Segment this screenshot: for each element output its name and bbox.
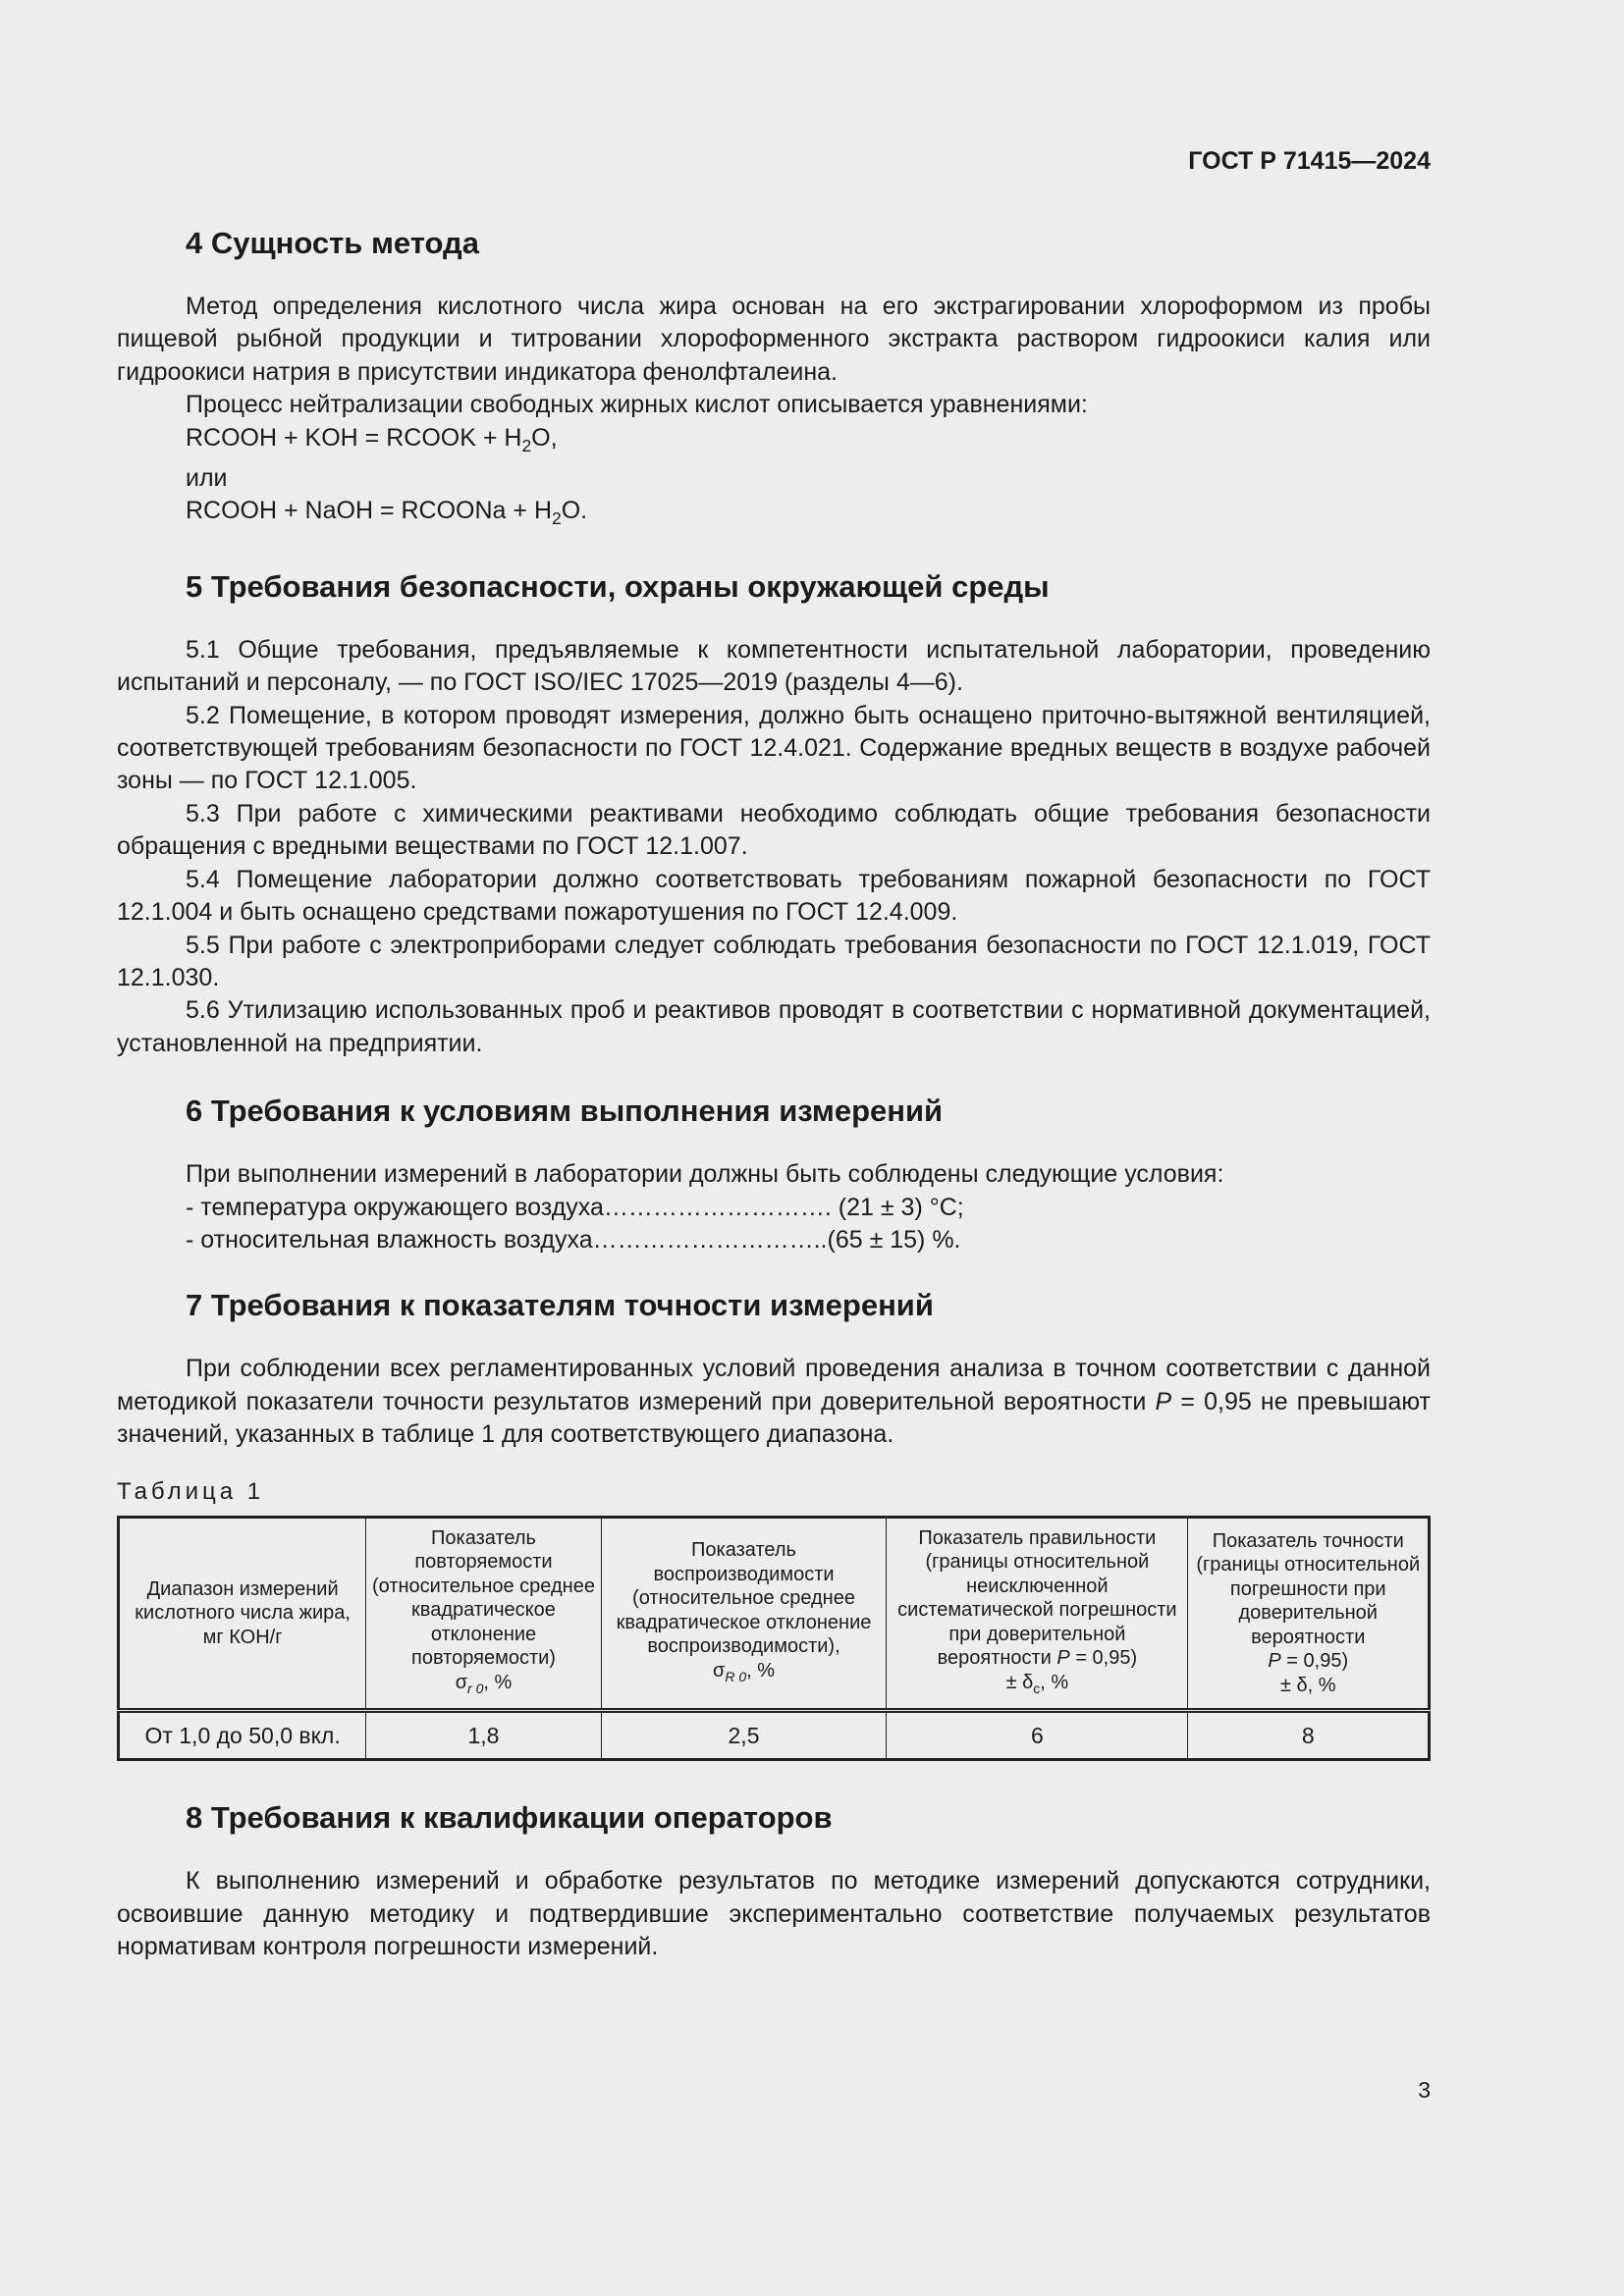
equation-connector: или [186, 464, 228, 493]
condition-temperature: - температура окружающего воздуха………………………. (21 ± 3) °С; [186, 1193, 964, 1221]
table-header-reproducibility: Показатель воспроизводимости (относительное среднее квадратическое отклонение воспроизводимости), $\sigma_{R 0}$, % [601, 1517, 887, 1711]
table-header-accuracy: Показатель точности (границы относительной погрешности при доверительной вероятности P = 0,95) ± δ, % [1188, 1517, 1430, 1711]
section-6-title: 6 Требования к условиям выполнения измерений [186, 1094, 944, 1129]
page-content [117, 222, 1431, 1964]
section-5-paragraph-1: 5.1 Общие требования, предъявляемые к компетентности испытательной лаборатории, проведению испытаний и персоналу, — по ГОСТ ISO/IEC 17025—2019 (разделы 4—6). [117, 635, 1431, 697]
cell-reproducibility: 2,5 [601, 1711, 887, 1760]
condition-humidity: - относительная влажность воздуха………………………..(65 ± 15) %. [186, 1225, 961, 1254]
table-header-repeatability: Показатель повторяемости (относительное среднее квадратическое отклонение повторяемости) $\sigma_{r 0}$, % [366, 1517, 602, 1711]
section-6-paragraph-1: При выполнении измерений в лаборатории должны быть соблюдены следующие условия: [186, 1160, 1224, 1189]
table-caption: Таблица 1 [117, 1477, 265, 1505]
table-row [119, 1711, 1430, 1760]
equation-2: RCOOH + NaOH = RCOONa + $H_2O$. [186, 497, 588, 529]
accuracy-table [117, 1516, 1431, 1762]
section-5-paragraph-4: 5.4 Помещение лаборатории должно соответствовать требованиям пожарной безопасности по ГОСТ 12.1.004 и быть оснащено средствами пожаротушения по ГОСТ 12.4.009. [117, 865, 1431, 927]
section-8-paragraph-1: К выполнению измерений и обработке результатов по методике измерений допускаются сотрудники, освоившие данную методику и подтвердившие экспериментально соответствие получаемых результатов нормативам контроля погрешности измерений. [117, 1867, 1431, 1961]
section-4-paragraph-1: Метод определения кислотного числа жира основан на его экстрагировании хлороформом из пробы пищевой рыбной продукции и титровании хлороформенного экстракта раствором гидроокиси калия или гидроокиси натрия в присутствии индикатора фенолфталеина. [117, 293, 1431, 386]
section-4-title: 4 Сущность метода [186, 226, 479, 260]
section-5-title: 5 Требования безопасности, охраны окружающей среды [186, 568, 1050, 604]
section-4-paragraph-2: Процесс нейтрализации свободных жирных кислот описывается уравнениями: [186, 391, 1088, 419]
section-5-paragraph-5: 5.5 При работе с электроприборами следует соблюдать требования безопасности по ГОСТ 12.1.019, ГОСТ 12.1.030. [117, 931, 1431, 991]
section-5-paragraph-6: 5.6 Утилизацию использованных проб и реактивов проводят в соответствии с нормативной документацией, установленной на предприятии. [117, 996, 1431, 1057]
cell-repeatability: 1,8 [366, 1711, 602, 1760]
document-code: ГОСТ Р 71415—2024 [1188, 147, 1431, 175]
section-5-paragraph-3: 5.3 При работе с химическими реактивами необходимо соблюдать общие требования безопасности обращения с вредными веществами по ГОСТ 12.1.007. [117, 799, 1431, 861]
cell-accuracy: 8 [1188, 1711, 1430, 1760]
cell-trueness: 6 [887, 1711, 1188, 1760]
section-5-paragraph-2: 5.2 Помещение, в котором проводят измерения, должно быть оснащено приточно-вытяжной вентиляцией, соответствующей требованиям безопасности по ГОСТ 12.4.021. Содержание вредных веществ в воздухе рабочей зоны — по ГОСТ 12.1.005. [117, 701, 1431, 795]
section-7-title: 7 Требования к показателям точности измерений [186, 1288, 934, 1323]
section-7-paragraph-1: При соблюдении всех регламентированных условий проведения анализа в точном соответствии с данной методикой показатели точности результатов измерений при доверительной вероятности P = 0,95 не превышают значений, указанных в таблице 1 для соответствующего диапазона. [117, 1355, 1431, 1449]
section-8-title: 8 Требования к квалификации операторов [186, 1800, 833, 1836]
cell-range: От 1,0 до 50,0 вкл. [119, 1711, 366, 1760]
table-header-trueness: Показатель правильности (границы относительной неисключенной систематической погрешности при доверительной вероятности P = 0,95) ± $\delta_c$, % [887, 1517, 1188, 1711]
page-number: 3 [1418, 2077, 1431, 2103]
table-header-range: Диапазон измерений кислотного числа жира, мг КОН/г [119, 1517, 366, 1711]
equation-1: RCOOH + KOH = RCOOK + $H_2O$, [186, 423, 558, 455]
